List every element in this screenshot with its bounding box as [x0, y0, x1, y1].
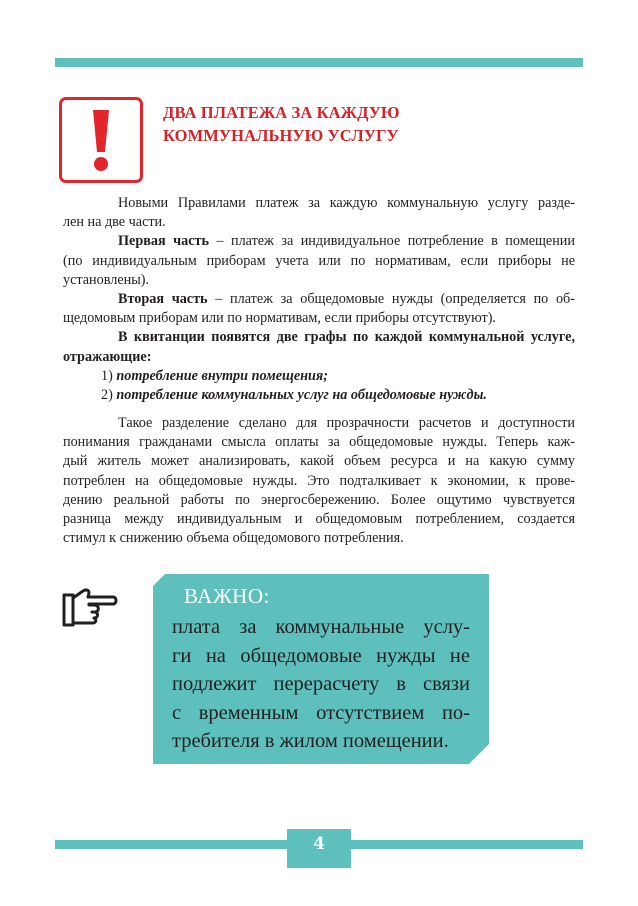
paragraph-line: [63, 232, 575, 251]
important-line: с временным отсутствием по-: [172, 701, 470, 724]
paragraph-line: Новыми Правилами платеж за каждую коммунальную услугу разде-: [118, 195, 575, 211]
important-line: требителя в жилом помещении.: [172, 730, 449, 752]
important-text: [172, 613, 470, 756]
paragraph-text: – платеж за индивидуальное потребление в помещении: [208, 233, 575, 250]
paragraph-line: понимания гражданами смысла оплаты за общедомовые нужды. Теперь каж-: [63, 434, 575, 451]
paragraph-line: потреблен на общедомовые нужды. Это подталкивает к экономии, к прове-: [63, 472, 575, 489]
list-item: [63, 386, 575, 405]
paragraph-line: разница между индивидуальным и общедомовым потреблением, создается: [63, 510, 575, 527]
term-first-part: Первая часть: [118, 233, 209, 250]
paragraph-line: дению реальной работы по энергосбережению. Более ощутимо чувствуется: [63, 491, 575, 508]
paragraph-line: (по индивидуальным приборам учета или по нормативам, если приборы не: [63, 252, 575, 269]
paragraph-line: [63, 348, 575, 367]
list-text: потребление внутри помещения;: [116, 367, 328, 384]
paragraph-line: дый житель может анализировать, какой объем ресурса и на какую сумму: [63, 453, 575, 470]
paragraph-line: стимул к снижению объема общедомового потребления.: [63, 530, 404, 547]
paragraph-line: [63, 290, 575, 309]
heading-line: КОММУНАЛЬНУЮ УСЛУГУ: [163, 126, 399, 145]
paragraph-line: [63, 328, 575, 347]
important-line: подлежит перерасчету в связи: [172, 673, 470, 695]
important-line: ги на общедомовые нужды не: [172, 644, 470, 667]
paragraph-text: – платеж за общедомовые нужды (определяется по об-: [207, 290, 575, 307]
exclamation-mark-icon: [59, 97, 143, 183]
pointing-hand-icon: [61, 583, 119, 631]
list-text: потребление коммунальных услуг на общедомовые нужды.: [116, 386, 487, 403]
term-second-part: Вторая часть: [118, 290, 208, 307]
page-heading: [163, 101, 463, 147]
paragraph-line: установлены).: [63, 271, 150, 288]
main-text: [63, 194, 575, 405]
page-number: 4: [313, 834, 325, 854]
paragraph-line: лен на две части.: [63, 214, 166, 231]
paragraph-line: щедомовым приборам или по нормативам, если приборы отсутствуют).: [63, 310, 496, 327]
top-decorative-band: [55, 58, 583, 67]
important-line: плата за коммунальные услу-: [172, 616, 470, 638]
list-item: [63, 367, 575, 386]
bold-statement: В квитанции появятся две графы по каждой коммунальной услуге,: [118, 329, 575, 346]
important-title: ВАЖНО:: [184, 584, 270, 608]
summary-paragraph: [63, 414, 575, 548]
bold-statement: отражающие:: [63, 348, 152, 365]
heading-line: ДВА ПЛАТЕЖА ЗА КАЖДУЮ: [163, 103, 400, 122]
list-number: 1): [101, 367, 117, 384]
list-number: 2): [101, 386, 117, 403]
paragraph-line: Такое разделение сделано для прозрачности расчетов и доступности: [118, 415, 575, 431]
